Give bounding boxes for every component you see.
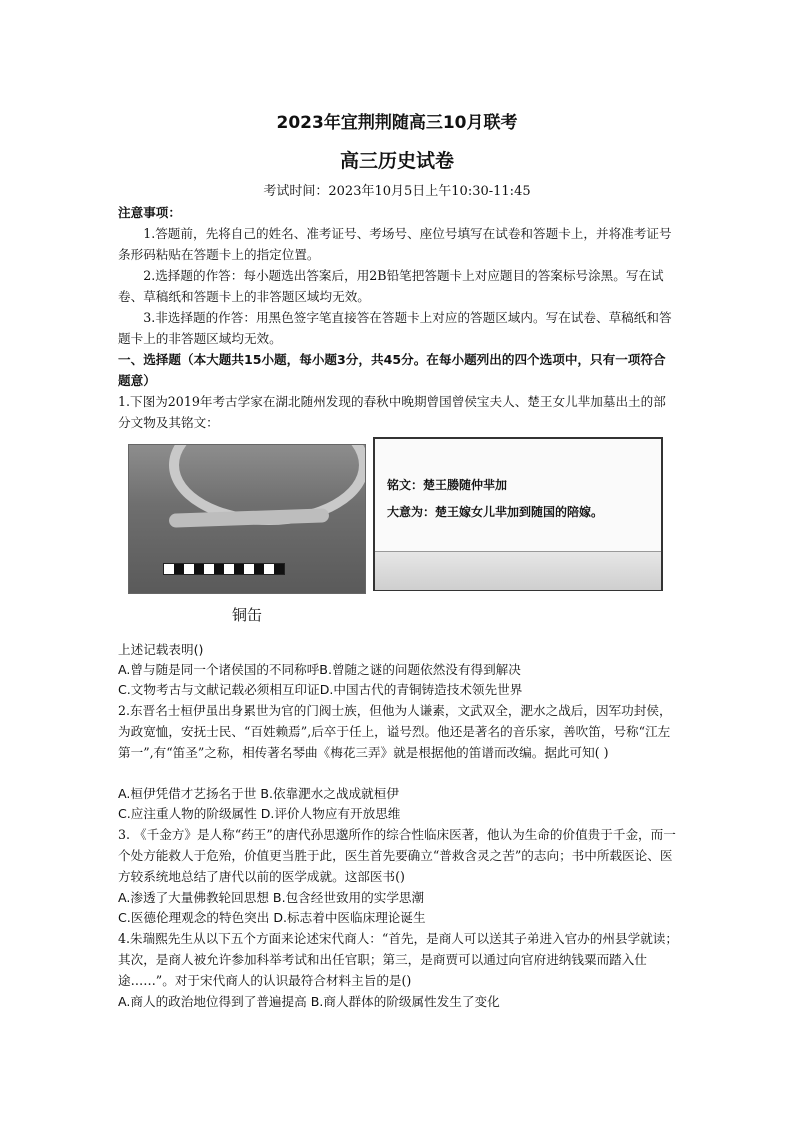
- scale-ruler: [163, 563, 285, 575]
- question-1-option-cd: C.文物考古与文献记载必须相互印证D.中国古代的青铜铸造技术领先世界: [118, 682, 523, 697]
- question-2-option-ab: A.桓伊凭借才艺扬名于世 B.依靠淝水之战成就桓伊: [118, 786, 399, 801]
- question-4-option-ab: A.商人的政治地位得到了普遍提高 B.商人群体的阶级属性发生了变化: [118, 994, 500, 1009]
- exam-title: 2023年宜荆荆随高三10月联考: [276, 113, 518, 133]
- question-2-stem: 2.东晋名士桓伊虽出身累世为官的门阀士族，但他为人谦素，文武双全，淝水之战后，因军功封侯，为政宽恤，安抚士民、“百姓赖焉”,后卒于任上，谥号烈。他还是著名的音乐家，善吹笛，号称“江左第一”,有“笛圣”之称，相传著名琴曲《梅花三弄》就是根据他的笛谱而改编。据此可知( ): [118, 703, 672, 760]
- inscription-rubbing: [375, 551, 661, 590]
- inscription-text: 铭文：楚王媵随仲芈加: [387, 478, 508, 492]
- question-1-option-ab: A.曾与随是同一个诸侯国的不同称呼B.曾随之谜的问题依然没有得到解决: [118, 662, 521, 677]
- exam-time: 考试时间：2023年10月5日上午10:30-11:45: [263, 184, 531, 199]
- question-3-stem: 3. 《千金方》是人称“药王”的唐代孙思邈所作的综合性临床医著，他认为生命的价值贵于千金，而一个处方能救人于危殆，价值更当胜于此，医生首先要确立“普救含灵之苦”的志向；书中所载医论、医方较系统地总结了唐代以前的医学成就。这部医书(): [118, 827, 676, 884]
- question-3-option-cd: C.医德伦理观念的特色突出 D.标志着中医临床理论诞生: [118, 910, 426, 925]
- notes-heading: 注意事项：: [118, 205, 181, 220]
- inscription-box: [373, 437, 663, 591]
- question-1-stem: 1.下图为2019年考古学家在湖北随州发现的春秋中晚期曾国曾侯宝夫人、楚王女儿芈加墓出土的部分文物及其铭文：: [118, 394, 666, 430]
- bronze-fou-photo: [128, 444, 366, 594]
- note-item-2: 2.选择题的作答：每小题选出答案后，用2B铅笔把答题卡上对应题目的答案标号涂黑。写在试卷、草稿纸和答题卡上的非答题区域均无效。: [118, 268, 664, 304]
- photo-caption: 铜缶: [232, 606, 263, 624]
- inscription-meaning: 大意为：楚王嫁女儿芈加到随国的陪嫁。: [387, 505, 604, 519]
- question-1-prompt: 上述记载表明(): [118, 642, 204, 657]
- vessel-band: [169, 508, 329, 528]
- note-item-3: 3.非选择题的作答：用黑色签字笔直接答在答题卡上对应的答题区域内。写在试卷、草稿纸和答题卡上的非答题区域均无效。: [118, 310, 672, 346]
- question-3-option-ab: A.渗透了大量佛教轮回思想 B.包含经世致用的实学思潮: [118, 890, 425, 905]
- question-4-stem: 4.朱瑞熙先生从以下五个方面来论述宋代商人：“首先，是商人可以送其子弟进入官办的州县学就读；其次，是商人被允许参加科举考试和出任官职；第三，是商贾可以通过向官府进纳钱粟而踏入仕途……”。对于宋代商人的认识最符合材料主旨的是(): [118, 931, 678, 988]
- section-heading: 一、选择题（本大题共15小题，每小题3分，共45分。在每小题列出的四个选项中，只有一项符合题意）: [118, 352, 666, 388]
- note-item-1: 1.答题前，先将自己的姓名、准考证号、考场号、座位号填写在试卷和答题卡上，并将准考证号条形码粘贴在答题卡上的指定位置。: [118, 226, 672, 262]
- question-2-option-cd: C.应注重人物的阶级属性 D.评价人物应有开放思维: [118, 806, 401, 821]
- paper-title: 高三历史试卷: [339, 150, 454, 172]
